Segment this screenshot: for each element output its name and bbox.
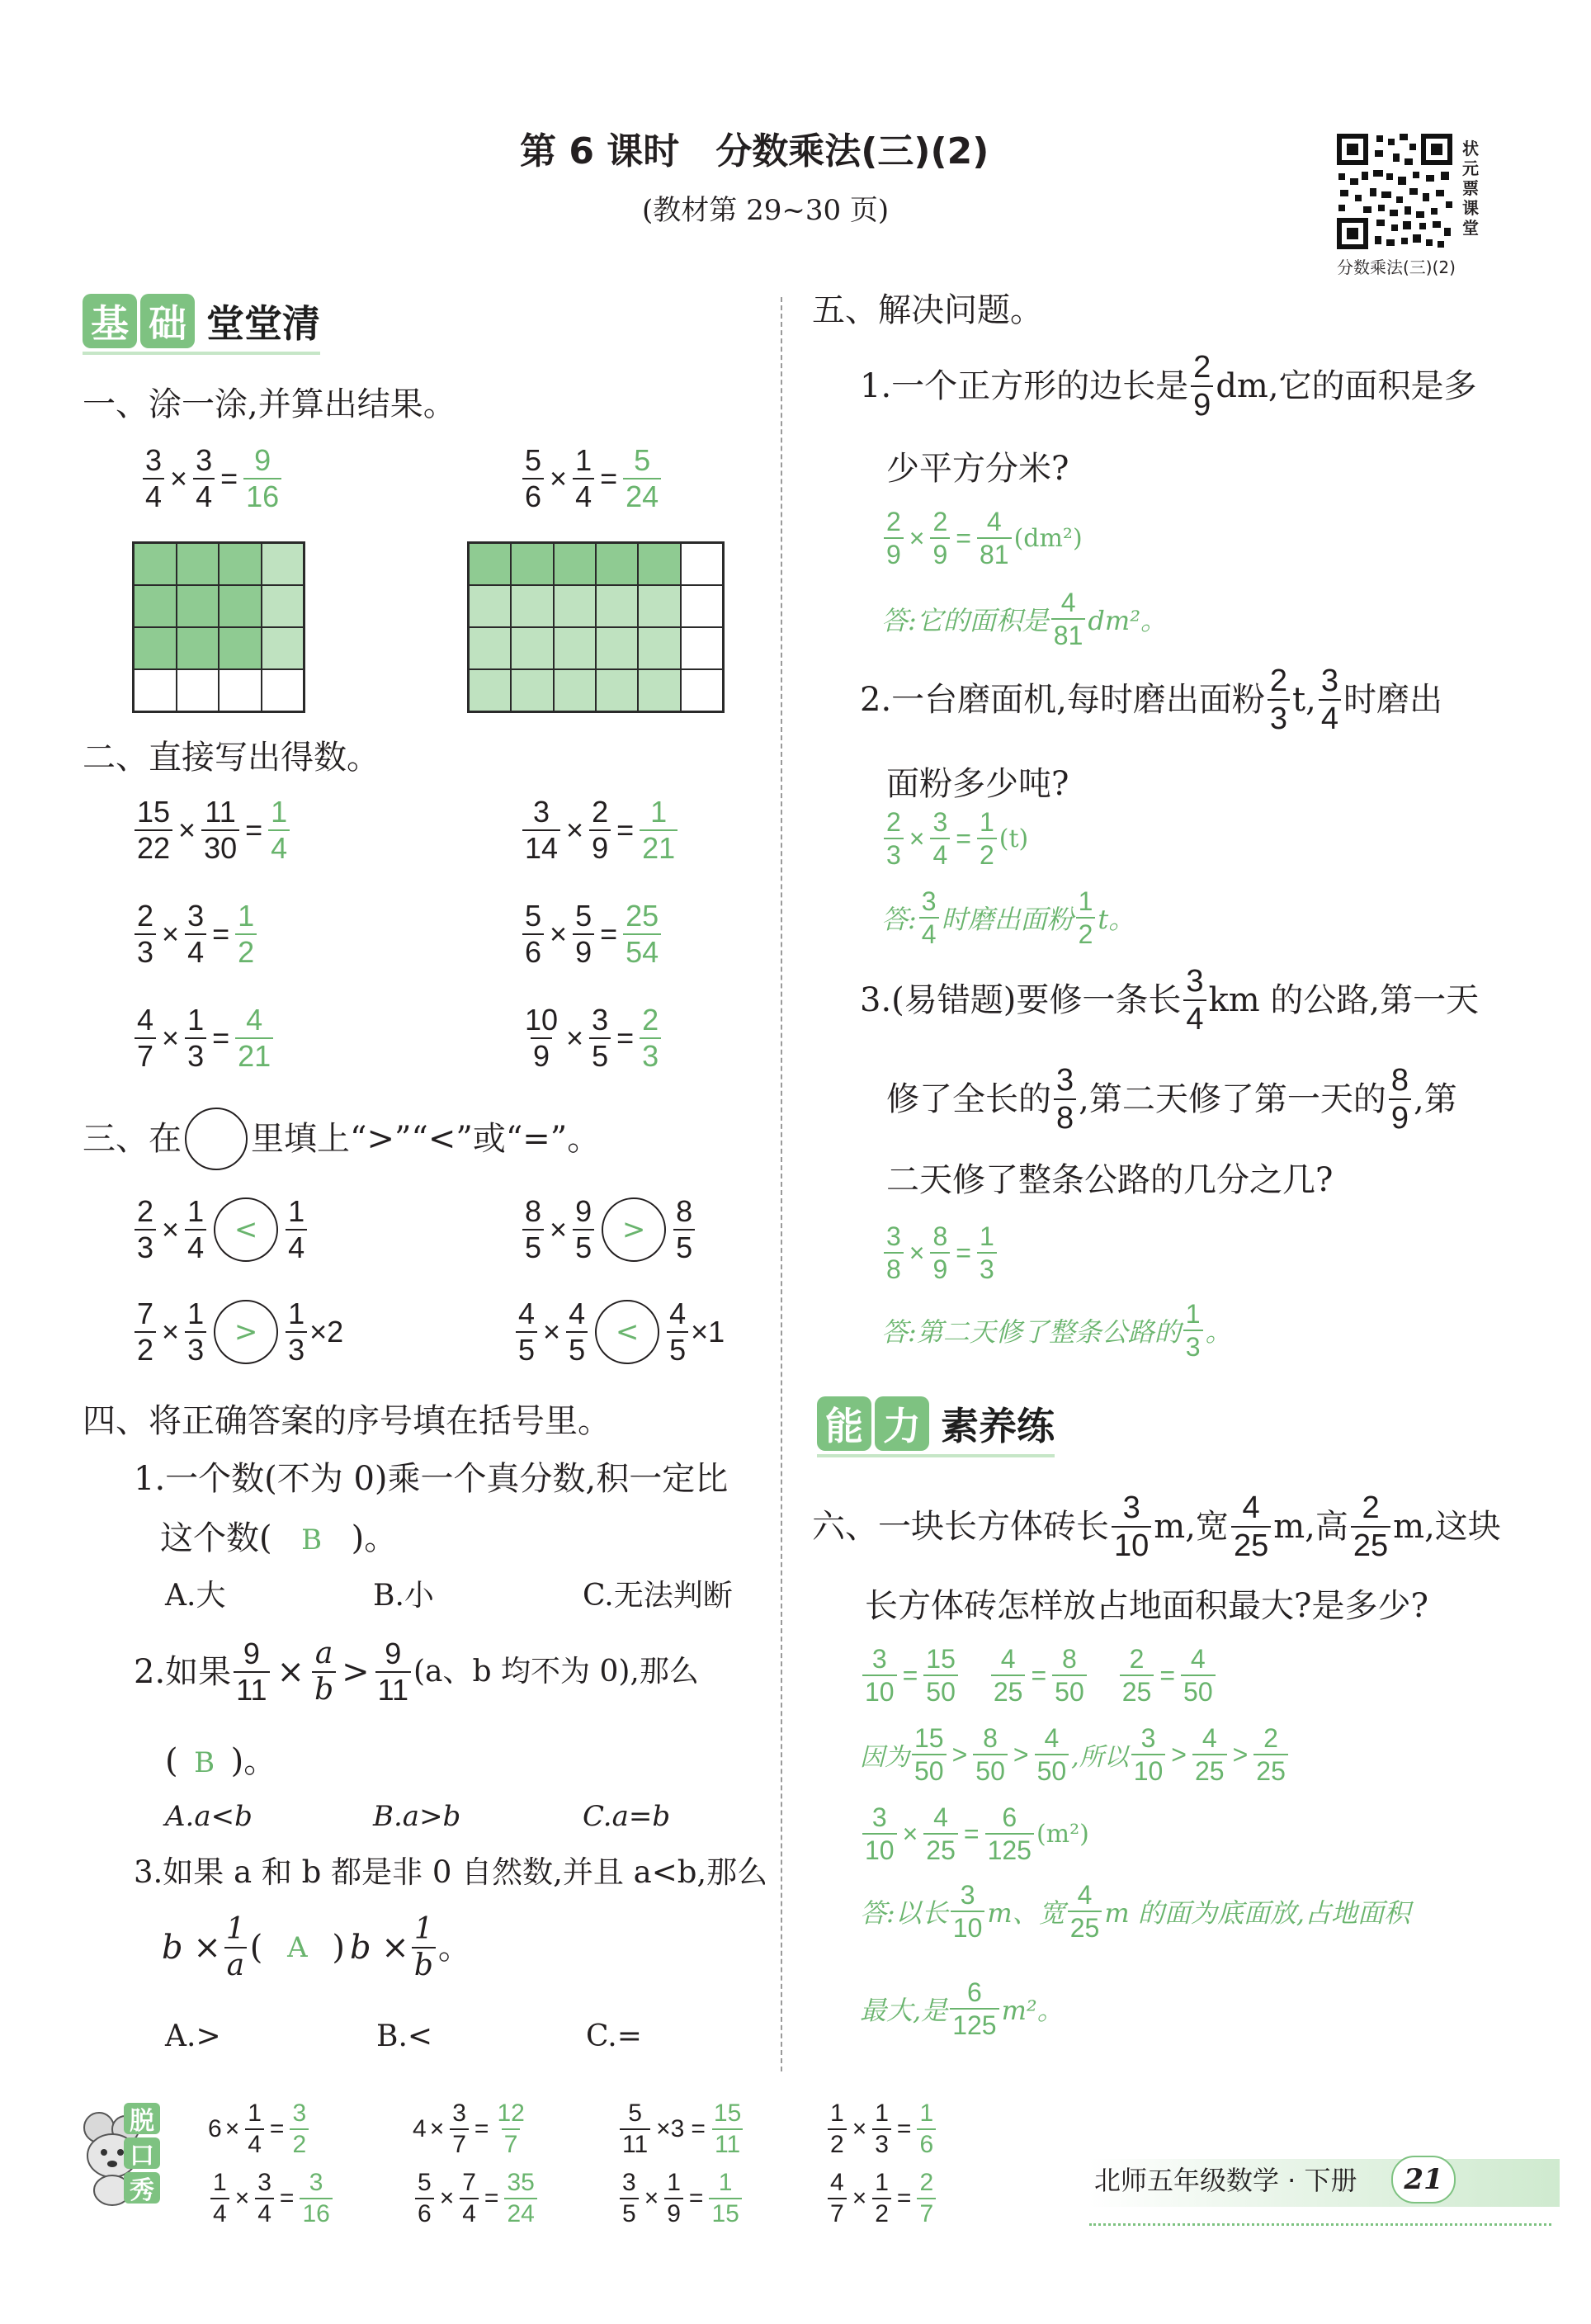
q5-p1-answer: 答:它的面积是 $\frac{4}{81}$ dm²。 (881, 588, 1168, 650)
fraction: $\frac{5}{6}$ (522, 446, 544, 512)
q4-p2-option-b: B.a>b (373, 1800, 461, 1833)
q5-p1-line2: 少平方分米? (886, 450, 1069, 488)
q2-item-2: $\frac{3}{14}$ × $\frac{2}{9}$ = $\frac{1}{21}$ (520, 797, 680, 863)
shading-grid-1[interactable] (132, 541, 305, 713)
q2-item-3: $\frac{2}{3}$ × $\frac{3}{4}$ = $\frac{1}{2}$ (132, 901, 259, 967)
footer-dotted-rule (1089, 2223, 1551, 2226)
qr-side-label: 状元票课堂 (1462, 139, 1479, 238)
q6-answer-line1: 答:以长 $\frac{3}{10}$ m、宽 $\frac{4}{25}$ m 的面为底面放,占地面积 (860, 1880, 1411, 1943)
q5-title: 五、解决问题。 (812, 291, 1043, 329)
page-title: 第 6 课时 分数乘法(三)(2) (520, 130, 989, 172)
page-subtitle: (教材第 29~30 页) (642, 194, 890, 227)
column-divider (781, 297, 782, 2071)
q4-p2-line1: 2.如果 $\frac{9}{11}$ × $\frac{a}{b}$ > $\frac{9}{11}$ (a、b 均不为 0),那么 (134, 1637, 699, 1707)
q2-title: 二、直接写出得数。 (83, 739, 380, 777)
q6-calc: $\frac{3}{10}$ × $\frac{4}{25}$ = $\frac{6}{125}$ (m²) (860, 1804, 1089, 1863)
q2-item-1: $\frac{15}{22}$ × $\frac{11}{30}$ = $\frac{1}{4}$ (132, 797, 292, 863)
compare-circle[interactable]: < (214, 1197, 278, 1262)
q4-p1-option-c: C.无法判断 (583, 1579, 733, 1613)
q3-item-3: $\frac{7}{2}$ × $\frac{1}{3}$ > $\frac{1}{3}$ ×2 (132, 1299, 343, 1365)
q1-expr-1: $\frac{3}{4}$ × $\frac{3}{4}$ = $\frac{9}{16}$ (140, 446, 284, 512)
q4-p3-option-c: C.= (586, 2019, 642, 2053)
q5-p2-line1: 2.一台磨面机,每时磨出面粉 $\frac{2}{3}$ t, $\frac{3}{4}$ 时磨出 (860, 664, 1442, 736)
blank-circle-example (185, 1108, 248, 1170)
q2-item-4: $\frac{5}{6}$ × $\frac{5}{9}$ = $\frac{25}{54}$ (520, 901, 663, 967)
oral-item: $\frac{1}{2}$ × $\frac{1}{3}$ = $\frac{1}{6}$ (825, 2101, 938, 2157)
answer-choice[interactable]: B (301, 1523, 323, 1556)
oral-item: 6 × $\frac{1}{4}$ = $\frac{3}{2}$ (208, 2101, 311, 2157)
compare-circle[interactable]: > (214, 1300, 278, 1364)
badge-ji: 基 (83, 294, 137, 348)
q5-p1-calc: $\frac{2}{9}$ × $\frac{2}{9}$ = $\frac{4}{81}$ (dm²) (881, 508, 1083, 568)
q6-line1: 六、一块长方体砖长 $\frac{3}{10}$ m,宽 $\frac{4}{25}$ m,高 $\frac{2}{25}$ m,这块 (812, 1490, 1501, 1563)
page-number: 21 (1391, 2156, 1456, 2204)
oral-item: 4 × $\frac{3}{7}$ = $\frac{12}{7}$ (413, 2100, 525, 2158)
q1-expr-2: $\frac{5}{6}$ × $\frac{1}{4}$ = $\frac{5}{24}$ (520, 446, 663, 512)
answer-choice[interactable]: A (287, 1931, 308, 1964)
oral-item: $\frac{3}{5}$ × $\frac{1}{9}$ = $\frac{1}{15}$ (617, 2170, 744, 2227)
book-label: 北师五年级数学 · 下册 (1094, 2165, 1357, 2196)
q3-title: 三、在 里填上“>”“<”或“=”。 (83, 1108, 600, 1170)
q6-answer-line2: 最大,是 $\frac{6}{125}$ m²。 (860, 1977, 1064, 2040)
oral-label: 脱 口 秀 (124, 2103, 160, 2204)
q6-line2: 长方体砖怎样放占地面积最大?是多少? (865, 1587, 1428, 1625)
q5-p3-line3: 二天修了整条公路的几分之几? (886, 1161, 1334, 1199)
q4-p2-option-c: C.a=b (583, 1800, 671, 1833)
qr-code[interactable] (1334, 130, 1456, 253)
q5-p3-calc: $\frac{3}{8}$ × $\frac{8}{9}$ = $\frac{1}{3}$ (881, 1223, 999, 1282)
q5-p2-line2: 面粉多少吨? (886, 765, 1069, 803)
q5-p2-calc: $\frac{2}{3}$ × $\frac{3}{4}$ = $\frac{1}{2}$ (t) (881, 809, 1028, 868)
q5-p2-answer: 答: $\frac{3}{4}$ 时磨出面粉 $\frac{1}{2}$ t。 (881, 886, 1135, 949)
compare-circle[interactable]: < (595, 1300, 659, 1364)
q4-title: 四、将正确答案的序号填在括号里。 (83, 1402, 611, 1440)
q6-compare: 因为 $\frac{15}{50}$ > $\frac{8}{50}$ > $\frac{4}{50}$ ,所以 $\frac{3}{10}$ > $\frac{4}{25}$ > $\frac{2}{25}$ (860, 1725, 1291, 1784)
oral-item: $\frac{5}{6}$ × $\frac{7}{4}$ = $\frac{35}{24}$ (413, 2170, 540, 2227)
q4-p2-line2: ( B )。 (165, 1742, 277, 1780)
badge-neng: 能 (817, 1396, 871, 1451)
answer-fraction: $\frac{9}{16}$ (243, 446, 281, 512)
oral-item: $\frac{5}{11}$ ×3 = $\frac{15}{11}$ (617, 2101, 746, 2157)
section-ability-header (817, 1396, 1055, 1457)
q4-p3-line2: b × $\frac{1}{a}$ ( A ) b × $\frac{1}{b}$ 。 (162, 1912, 471, 1982)
shading-grid-2[interactable] (467, 541, 725, 713)
badge-li: 力 (875, 1396, 929, 1451)
answer-choice[interactable]: B (194, 1746, 215, 1779)
q5-p1-line1: 1.一个正方形的边长是 $\frac{2}{9}$ dm,它的面积是多 (860, 350, 1477, 423)
q5-p3-line2: 修了全长的 $\frac{3}{8}$ ,第二天修了第一天的 $\frac{8}{9}$ ,第 (886, 1063, 1457, 1136)
section-ability-title: 素养练 (941, 1404, 1055, 1448)
q2-item-5: $\frac{4}{7}$ × $\frac{1}{3}$ = $\frac{4}{21}$ (132, 1005, 276, 1071)
oral-item: $\frac{4}{7}$ × $\frac{1}{2}$ = $\frac{2}{7}$ (825, 2170, 938, 2227)
q4-p2-option-a: A.a<b (165, 1800, 253, 1833)
q3-item-4: $\frac{4}{5}$ × $\frac{4}{5}$ < $\frac{4}{5}$ ×1 (513, 1299, 725, 1365)
q4-p1-line2: 这个数( B )。 (160, 1519, 398, 1557)
fraction: $\frac{1}{4}$ (573, 446, 594, 512)
q6-conversions: $\frac{3}{10}$ = $\frac{15}{50}$ $\frac{4}{25}$ = $\frac{8}{50}$ $\frac{2}{25}$ = $\frac{4}{50}$ (860, 1646, 1218, 1705)
q5-p3-answer: 答:第二天修了整条公路的 $\frac{1}{3}$ 。 (881, 1299, 1232, 1362)
q4-p1-line1: 1.一个数(不为 0)乘一个真分数,积一定比 (134, 1460, 729, 1498)
q4-p3-line1: 3.如果 a 和 b 都是非 0 自然数,并且 a<b,那么 (134, 1854, 768, 1890)
qr-caption: 分数乘法(三)(2) (1337, 257, 1456, 277)
q2-item-6: $\frac{10}{9}$ × $\frac{3}{5}$ = $\frac{2}{3}$ (520, 1005, 663, 1071)
q3-item-2: $\frac{8}{5}$ × $\frac{9}{5}$ > $\frac{8}{5}$ (520, 1197, 697, 1263)
q4-p3-option-a: A.> (165, 2019, 221, 2053)
q4-p3-option-b: B.< (376, 2019, 433, 2053)
q4-p1-option-b: B.小 (373, 1579, 434, 1613)
q5-p3-line1: 3.(易错题)要修一条长 $\frac{3}{4}$ km 的公路,第一天 (860, 964, 1480, 1037)
answer-fraction: $\frac{5}{24}$ (623, 446, 661, 512)
fraction: $\frac{3}{4}$ (193, 446, 215, 512)
fraction: $\frac{3}{4}$ (143, 446, 164, 512)
badge-chu: 础 (140, 294, 195, 348)
oral-item: $\frac{1}{4}$ × $\frac{3}{4}$ = $\frac{3}{16}$ (208, 2170, 335, 2227)
section-basic-title: 堂堂清 (206, 301, 320, 346)
q3-item-1: $\frac{2}{3}$ × $\frac{1}{4}$ < $\frac{1}{4}$ (132, 1197, 309, 1263)
section-basic-header (83, 294, 320, 355)
q1-title: 一、涂一涂,并算出结果。 (83, 385, 456, 423)
compare-circle[interactable]: > (602, 1197, 666, 1262)
q4-p1-option-a: A.大 (165, 1579, 226, 1613)
